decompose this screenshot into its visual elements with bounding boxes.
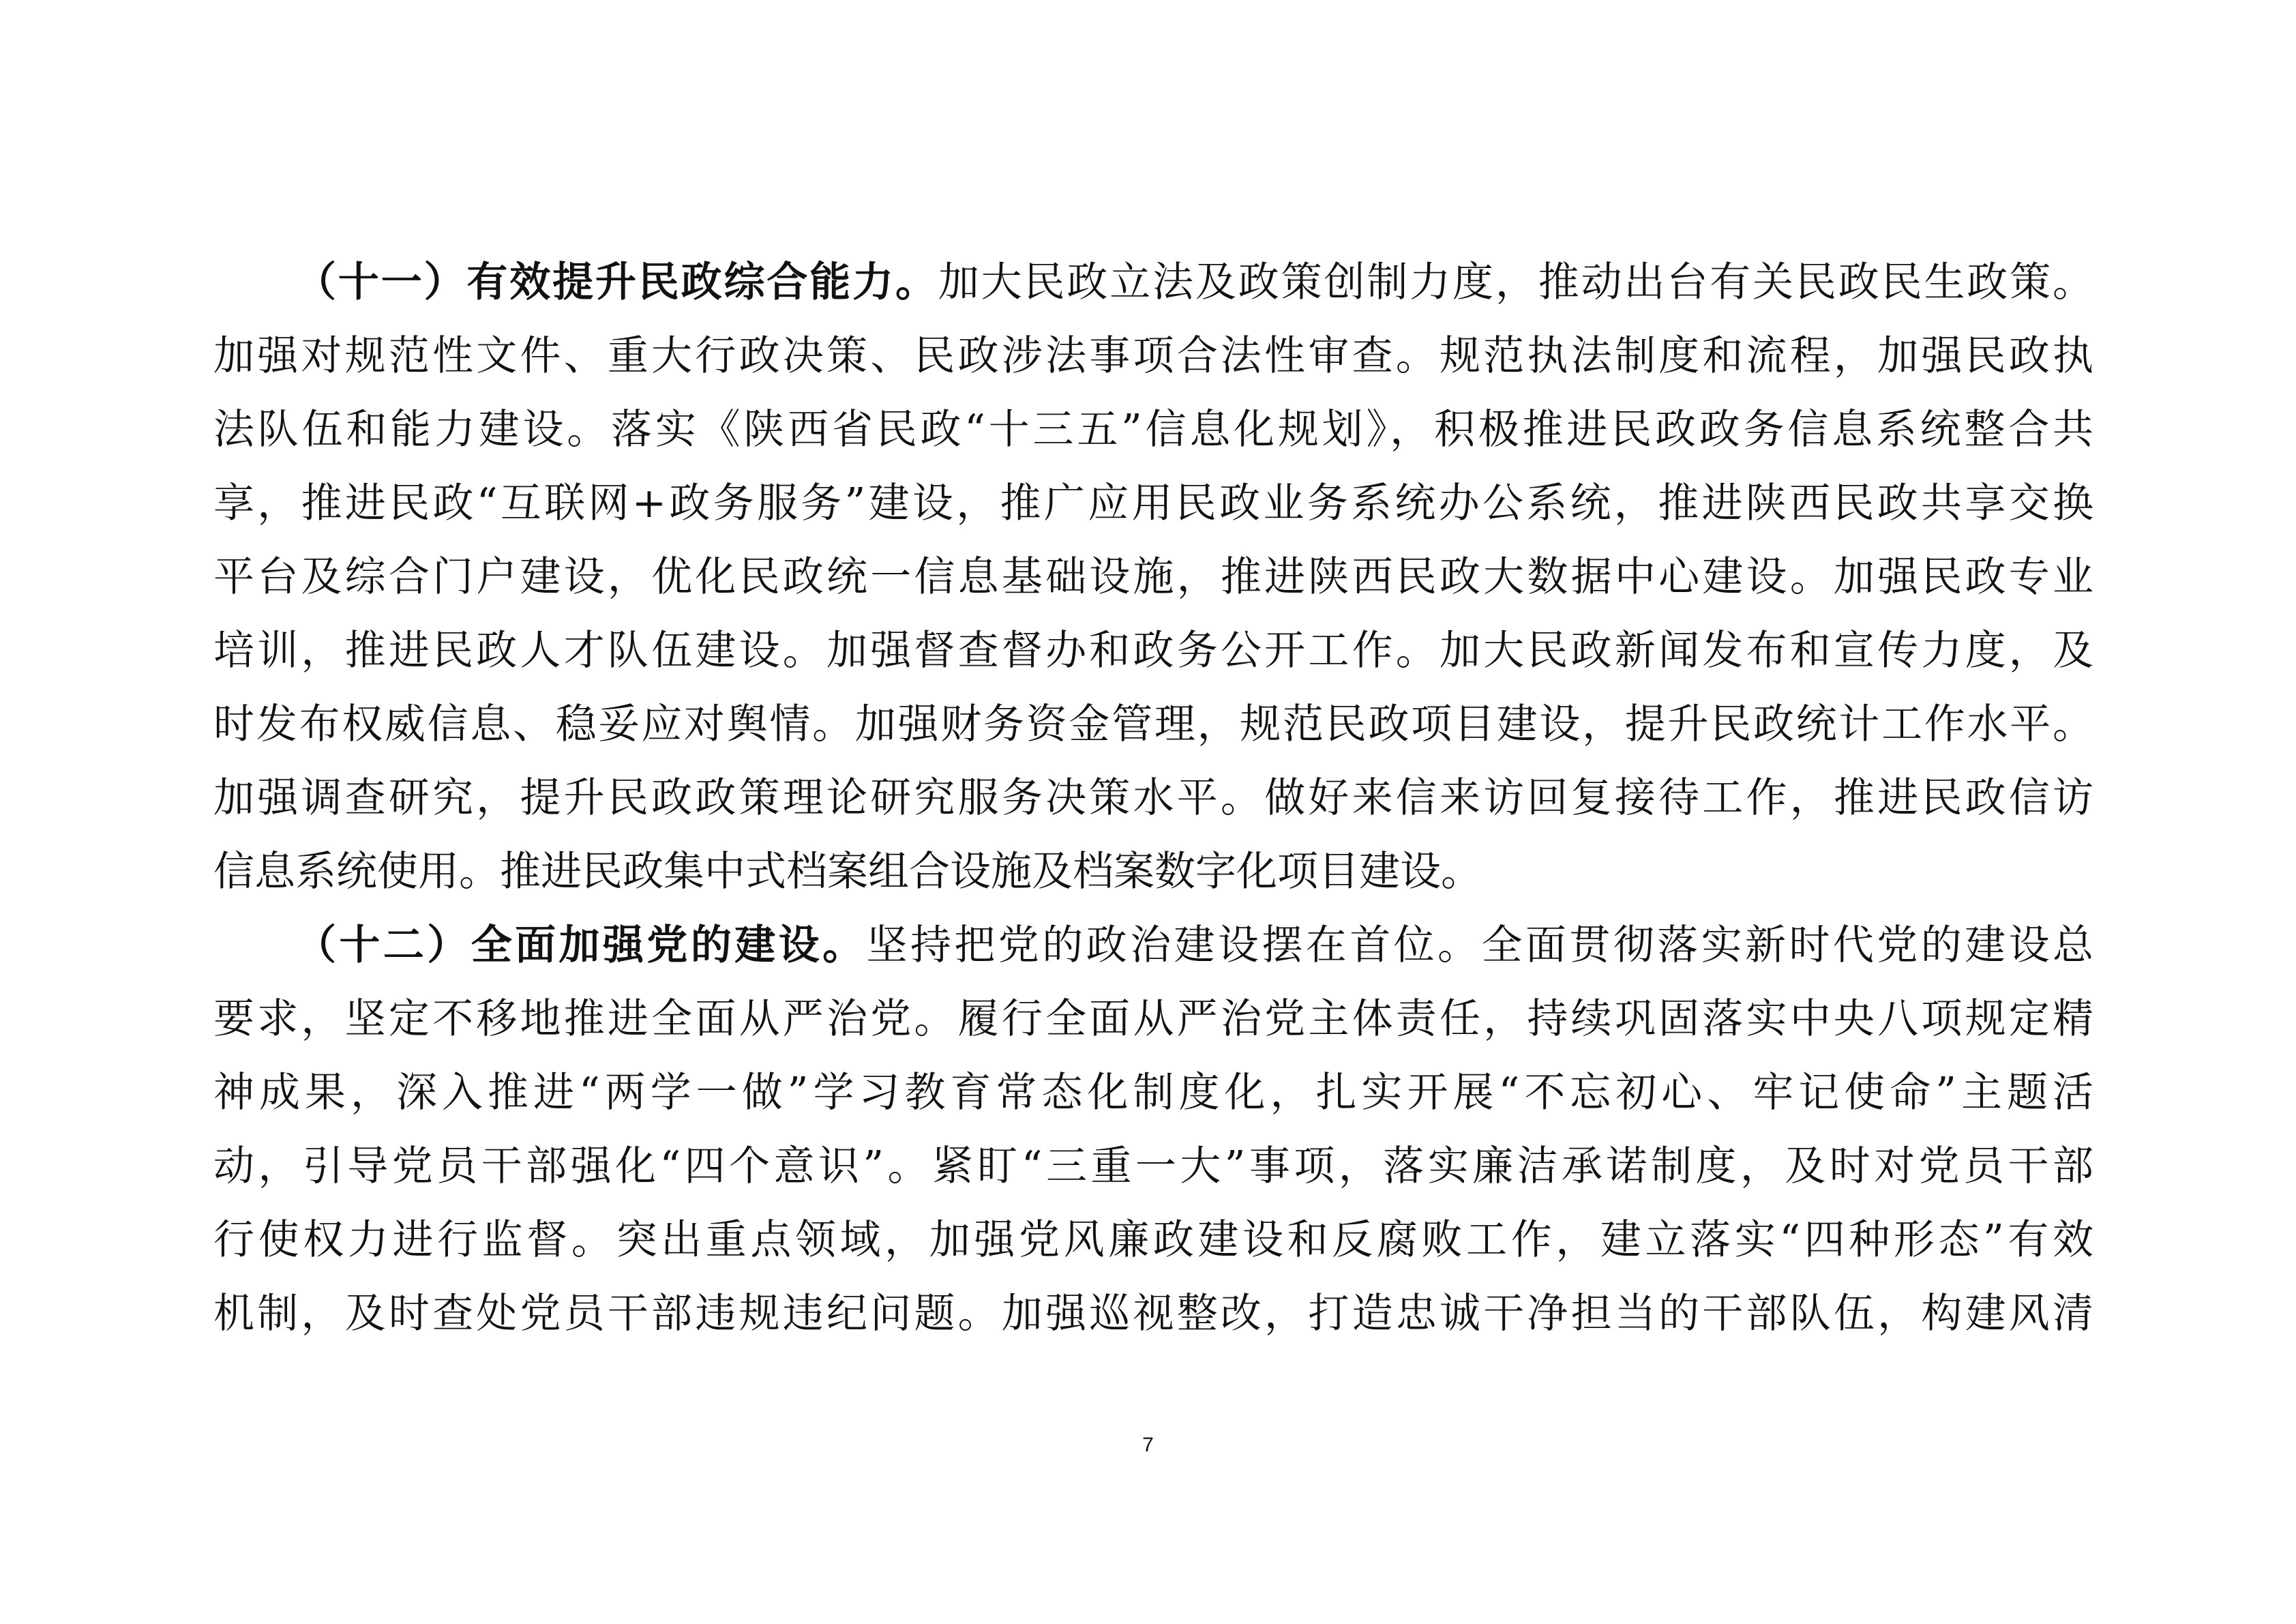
section-12-heading: （十二）全面加强党的建设。 — [295, 921, 867, 969]
paragraph-12-line: 机制，及时查处党员干部违规违纪问题。加强巡视整改，打造忠诚干净担当的干部队伍，构建风清 — [213, 1290, 2093, 1338]
paragraph-11-line: 法队伍和能力建设。落实《陕西省民政“十三五”信息化规划》，积极推进民政政务信息系统整合共 — [213, 406, 2093, 454]
paragraph-12-line: 神成果，深入推进“两学一做”学习教育常态化制度化，扎实开展“不忘初心、牢记使命”主题活 — [213, 1069, 2093, 1117]
paragraph-11-line: 享，推进民政“互联网+政务服务”建设，推广应用民政业务系统办公系统，推进陕西民政共享交换 — [213, 479, 2093, 527]
body-text — [213, 246, 2093, 1350]
paragraph-11-line: 加强调查研究，提升民政政策理论研究服务决策水平。做好来信来访回复接待工作，推进民政信访 — [213, 774, 2093, 822]
paragraph-12-line-text: 坚持把党的政治建设摆在首位。全面贯彻落实新时代党的建设总 — [866, 921, 2094, 969]
section-11-heading: （十一）有效提升民政综合能力。 — [295, 259, 938, 306]
paragraph-11-line: 信息系统使用。推进民政集中式档案组合设施及档案数字化项目建设。 — [213, 848, 1482, 896]
paragraph-11-line: 时发布权威信息、稳妥应对舆情。加强财务资金管理，规范民政项目建设，提升民政统计工作水平。 — [213, 700, 2093, 748]
paragraph-12-line: 动，引导党员干部强化“四个意识”。紧盯“三重一大”事项，落实廉洁承诺制度，及时对党员干部 — [213, 1142, 2093, 1190]
paragraph-11-line-text: 加大民政立法及政策创制力度，推动出台有关民政民生政策。 — [938, 259, 2094, 306]
page-number: 7 — [1142, 1434, 1154, 1456]
paragraph-12-line: 要求，坚定不移地推进全面从严治党。履行全面从严治党主体责任，持续巩固落实中央八项规定精 — [213, 995, 2093, 1043]
paragraph-11-line: 加强对规范性文件、重大行政决策、民政涉法事项合法性审查。规范执法制度和流程，加强民政执 — [213, 332, 2093, 380]
paragraph-12-first-line — [213, 909, 2093, 982]
paragraph-11-line: 培训，推进民政人才队伍建设。加强督查督办和政务公开工作。加大民政新闻发布和宣传力度，及 — [213, 627, 2093, 675]
paragraph-12-line: 行使权力进行监督。突出重点领域，加强党风廉政建设和反腐败工作，建立落实“四种形态”有效 — [213, 1216, 2093, 1264]
paragraph-11-line: 平台及综合门户建设，优化民政统一信息基础设施，推进陕西民政大数据中心建设。加强民政专业 — [213, 553, 2093, 601]
paragraph-11-first-line — [213, 246, 2093, 319]
